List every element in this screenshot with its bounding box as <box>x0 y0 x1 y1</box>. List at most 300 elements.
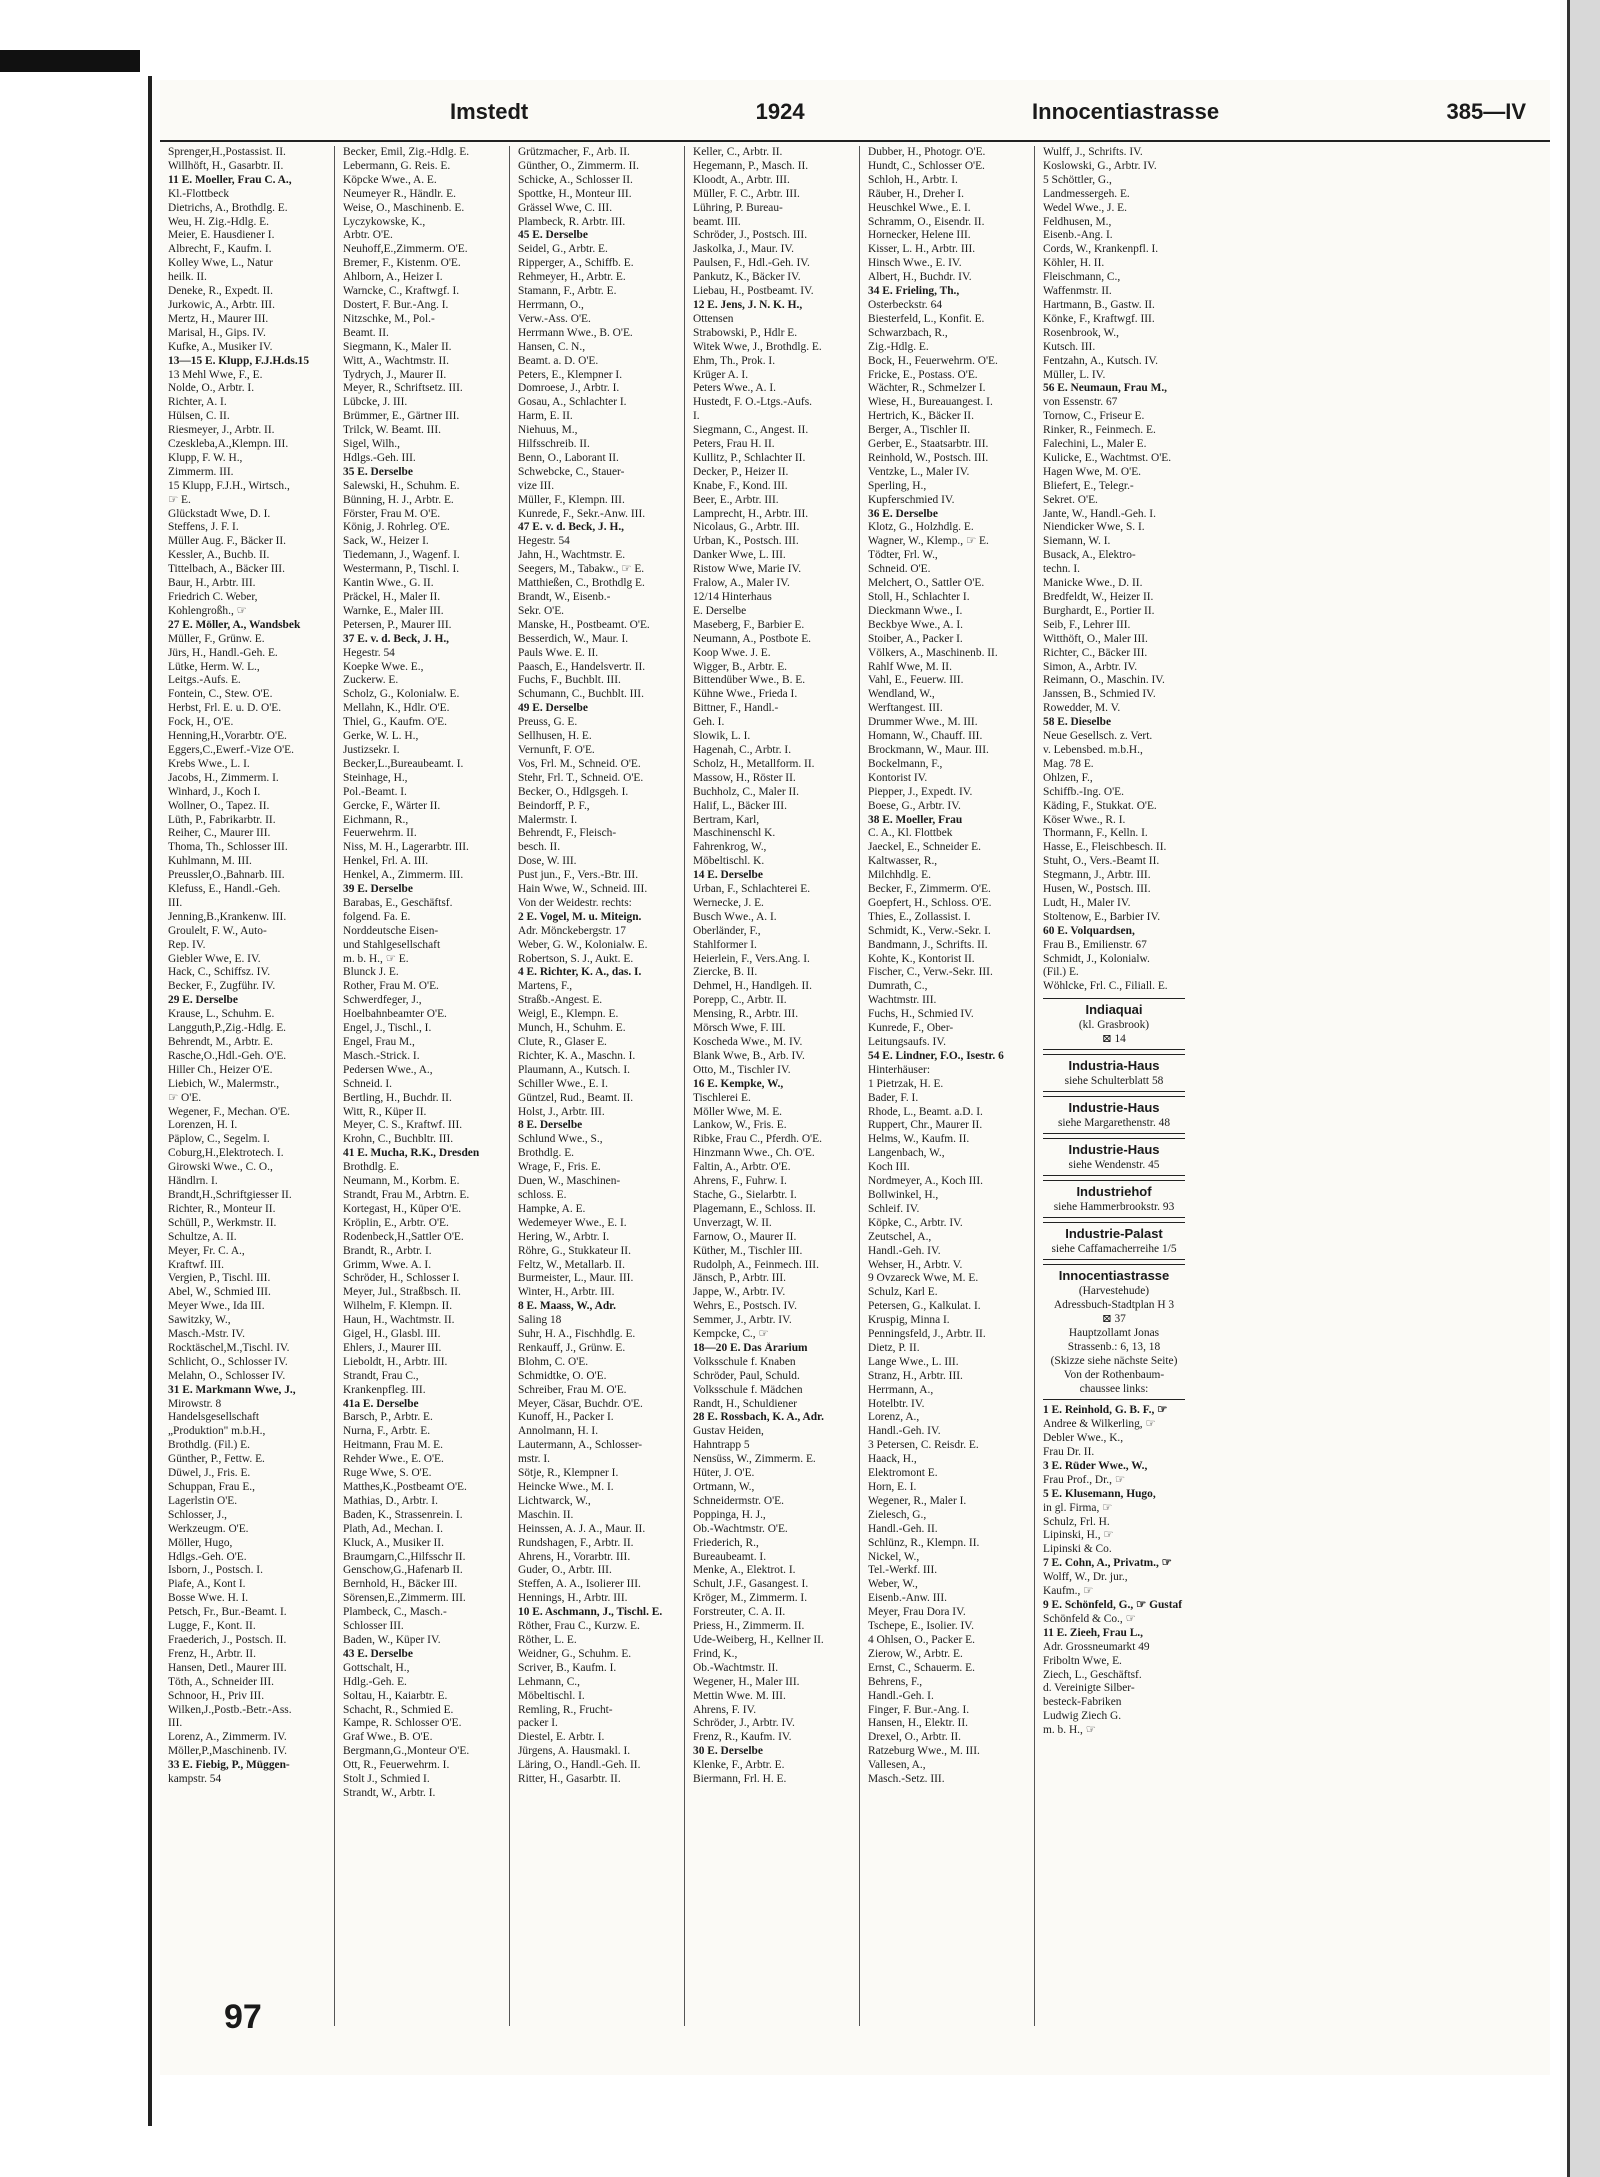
directory-entry: Guder, O., Arbtr. III. <box>518 1564 612 1577</box>
directory-entry: 2 E. Vogel, M. u. Miteign. <box>518 910 642 923</box>
directory-entry: 9 E. Schönfeld, G., ☞ Gustaf <box>1043 1598 1183 1611</box>
directory-entry: Wrage, F., Fris. E. <box>518 1161 601 1174</box>
directory-entry: Blunck J. E. <box>343 966 399 979</box>
directory-entry: Ventzke, L., Maler IV. <box>868 465 970 478</box>
directory-entry: Heinssen, A. J. A., Maur. II. <box>518 1522 646 1535</box>
directory-entry: Rehder Wwe., E. O'E. <box>343 1453 444 1466</box>
directory-entry: Eisenb.-Ang. I. <box>1043 229 1113 242</box>
directory-entry: Neumann, M., Korbm. E. <box>343 1175 460 1188</box>
directory-entry: Wachtmstr. III. <box>868 994 937 1007</box>
directory-entry: Sawitzky, W., <box>168 1314 231 1327</box>
directory-entry: Ristow Wwe, Marie IV. <box>693 563 802 576</box>
directory-entry: Weu, H. Zig.-Hdlg. E. <box>168 215 269 228</box>
street-reference-title: Industrie-Haus <box>1068 1100 1160 1116</box>
directory-entry: Meyer, Jul., Straßbsch. II. <box>343 1286 461 1299</box>
directory-entry: 28 E. Rossbach, K. A., Adr. <box>693 1411 824 1424</box>
directory-entry: Feuerwehrm. II. <box>343 827 417 840</box>
directory-entry: Bergmann,G.,Monteur O'E. <box>343 1745 470 1758</box>
directory-entry: Priess, H., Zimmerm. II. <box>693 1620 805 1633</box>
directory-entry: Koscheda Wwe., M. IV. <box>693 1036 803 1048</box>
directory-entry: 12/14 Hinterhaus <box>693 591 772 603</box>
directory-entry: Ratzeburg Wwe., M. III. <box>868 1745 980 1758</box>
directory-entry: Siemann, W. I. <box>1043 535 1111 548</box>
street-reference-line: siehe Hammerbrookstr. 93 <box>1053 1201 1175 1214</box>
directory-entry: Mirowstr. 8 <box>168 1397 222 1410</box>
directory-entry: 9 Ovzareck Wwe, M. E. <box>868 1272 979 1285</box>
directory-entry: Fuchs, H., Schmied IV. <box>868 1008 974 1021</box>
innocentia-info-line: (Skizze siehe nächste Seite) <box>1050 1355 1178 1368</box>
directory-entry: Schulz, Karl E. <box>868 1286 938 1299</box>
directory-entry: Werkzeugm. O'E. <box>168 1522 249 1535</box>
directory-entry: Kantin Wwe., G. II. <box>343 577 434 590</box>
directory-entry: Rosenbrook, W., <box>1043 326 1119 339</box>
directory-entry: Nensüss, W., Zimmerm. E. <box>693 1453 816 1466</box>
directory-entry: Fischer, C., Verw.-Sekr. III. <box>868 966 993 979</box>
directory-entry: Seegers, M., Tabakw., ☞ E. <box>518 563 645 576</box>
directory-entry: 14 E. Derselbe <box>693 869 763 882</box>
directory-entry: Werftangest. III. <box>868 702 943 715</box>
directory-entry: Slowik, L. I. <box>693 730 751 743</box>
directory-entry: Richter, A. I. <box>168 396 227 409</box>
directory-entry: Koch III. <box>868 1161 910 1174</box>
directory-entry: III. <box>168 1717 183 1730</box>
directory-entry: Trilck, W. Beamt. III. <box>343 424 441 437</box>
directory-entry: Fahrenkrog, W., <box>693 841 767 854</box>
directory-entry: Kraftwf. III. <box>168 1258 224 1271</box>
directory-entry: Henkel, Frl. A. III. <box>343 855 429 868</box>
directory-entry: Lautermann, A., Schlosser- <box>518 1439 643 1452</box>
directory-entry: Ripperger, A., Schiffb. E. <box>518 257 634 270</box>
directory-entry: Eggers,C.,Ewerf.-Vize O'E. <box>168 743 294 756</box>
directory-entry: Zielesch, G., <box>868 1508 927 1521</box>
directory-entry: Ottensen <box>693 312 734 325</box>
directory-entry: Berger, A., Tischler II. <box>868 424 971 437</box>
header-first-name: Imstedt <box>450 99 529 124</box>
directory-entry: Meyer, C. S., Kraftwf. III. <box>343 1119 463 1132</box>
directory-entry: Liebau, H., Postbeamt. IV. <box>693 285 814 298</box>
directory-entry: Nitzschke, M., Pol.- <box>343 312 435 325</box>
directory-entry: besteck-Fabriken <box>1043 1696 1122 1709</box>
directory-entry: Meyer, Fr. C. A., <box>168 1244 245 1257</box>
directory-entry: Poppinga, H. J., <box>693 1508 766 1521</box>
directory-entry: Dose, W. III. <box>518 855 577 868</box>
directory-entry: Möller Wwe, M. E. <box>693 1105 783 1118</box>
directory-entry: Jacobs, H., Zimmerm. I. <box>168 771 279 784</box>
directory-entry: Ziercke, B. II. <box>693 966 758 979</box>
directory-entry: Malermstr. I. <box>518 813 578 826</box>
directory-entry: Reimann, O., Maschin. IV. <box>1043 674 1165 687</box>
directory-entry: Rehmeyer, H., Arbtr. E. <box>518 271 626 284</box>
directory-entry: Töth, A., Schneider III. <box>168 1675 274 1688</box>
directory-entry: Koepke Wwe. E., <box>343 660 424 673</box>
directory-entry: Biesterfeld, L., Konfit. E. <box>868 312 985 325</box>
directory-entry: Ob.-Wachtmstr. II. <box>693 1661 779 1674</box>
directory-entry: Biermann, Frl. H. E. <box>693 1773 787 1786</box>
directory-entry: Handl.-Geh. I. <box>868 1689 934 1702</box>
directory-entry: Dumrath, C., <box>868 980 928 993</box>
directory-entry: Arbtr. O'E. <box>343 229 393 242</box>
directory-entry: Saling 18 <box>518 1314 562 1327</box>
directory-entry: Köser Wwe., R. I. <box>1043 813 1126 826</box>
column-6-entries <box>1043 146 1185 994</box>
directory-entry: Ahrens, F., Fuhrw. I. <box>693 1175 787 1188</box>
directory-entry: Halif, L., Bäcker III. <box>693 799 787 812</box>
directory-entry: Schult, J.F., Gasangest. I. <box>693 1578 809 1591</box>
directory-entry: Herrmann Wwe., B. O'E. <box>518 326 633 339</box>
directory-entry: m. b. H., ☞ E. <box>343 952 409 965</box>
directory-entry: Stache, G., Sielarbtr. I. <box>693 1188 797 1201</box>
directory-entry: 16 E. Kempke, W., <box>693 1077 784 1090</box>
directory-entry: Fralow, A., Maler IV. <box>693 577 790 590</box>
directory-columns <box>160 146 1550 2026</box>
directory-entry: Piepper, J., Expedt. IV. <box>868 785 973 798</box>
directory-entry: Bandmann, J., Schrifts. II. <box>868 938 988 951</box>
directory-entry: Tischlerei E. <box>693 1091 751 1104</box>
directory-entry: Ude-Weiberg, H., Kellner II. <box>693 1633 824 1646</box>
directory-entry: Strandt, W., Arbtr. I. <box>343 1786 436 1799</box>
directory-entry: Besserdich, W., Maur. I. <box>518 632 629 645</box>
directory-entry: Pedersen Wwe., A., <box>343 1063 433 1076</box>
directory-entry: Wendland, W., <box>868 688 935 701</box>
street-reference-title: Industria-Haus <box>1068 1058 1160 1074</box>
street-reference-title: Industrie-Palast <box>1065 1226 1163 1242</box>
directory-entry: Robertson, S. J., Aukt. E. <box>518 952 634 965</box>
directory-entry: Friederich, R., <box>693 1536 759 1549</box>
directory-entry: Haack, H., <box>868 1453 917 1466</box>
directory-entry: Petersen, G., Kalkulat. I. <box>868 1300 981 1313</box>
directory-entry: Gustav Heiden, <box>693 1425 764 1438</box>
directory-entry: Westermann, P., Tischl. I. <box>343 563 460 576</box>
directory-entry: Jante, W., Handl.-Geh. I. <box>1043 507 1156 520</box>
directory-entry: Hdlg.-Geh. E. <box>343 1675 407 1688</box>
directory-entry: 33 E. Fiebig, P., Müggen- <box>168 1759 290 1772</box>
directory-entry: 5 E. Klusemann, Hugo, <box>1043 1487 1156 1500</box>
directory-entry: Gerber, E., Staatsarbtr. III. <box>868 438 989 451</box>
directory-entry: Wilhelm, F. Klempn. II. <box>343 1300 453 1313</box>
page-header <box>160 94 1550 130</box>
directory-entry: Dietrichs, A., Brothdlg. E. <box>168 201 288 214</box>
directory-entry: Oberländer, F., <box>693 924 761 937</box>
directory-entry: Jaskolka, J., Maur. IV. <box>693 243 795 256</box>
directory-entry: Hilfsschreib. II. <box>518 438 590 451</box>
directory-entry: Schicke, A., Schlosser II. <box>518 173 633 186</box>
directory-entry: Paulsen, F., Hdl.-Geh. IV. <box>693 257 810 270</box>
directory-entry: in gl. Firma, ☞ <box>1043 1501 1113 1514</box>
directory-entry: 3 Petersen, C. Reisdr. E. <box>868 1439 979 1452</box>
directory-entry: Burmeister, L., Maur. III. <box>518 1272 634 1285</box>
directory-entry: Scholz, H., Metallform. II. <box>693 757 815 770</box>
directory-entry: Jürs, H., Handl.-Geh. E. <box>168 646 278 659</box>
directory-entry: heilk. II. <box>168 271 207 284</box>
directory-entry: Becker, F., Zugführ. IV. <box>168 980 276 993</box>
directory-entry: Rother, Frau M. O'E. <box>343 980 439 993</box>
directory-entry: Lamprecht, H., Arbtr. III. <box>693 507 809 520</box>
directory-entry: Köpcke Wwe., A. E. <box>343 173 437 186</box>
directory-entry: Bünning, H. J., Arbtr. E. <box>343 493 454 506</box>
directory-entry: Thiel, G., Kaufm. O'E. <box>343 716 447 729</box>
directory-entry: Kröger, M., Zimmerm. I. <box>693 1592 808 1605</box>
directory-entry: Masch.-Strick. I. <box>343 1049 420 1062</box>
directory-entry: Steinhage, H., <box>343 771 408 784</box>
directory-entry: 45 E. Derselbe <box>518 229 588 242</box>
directory-entry: Schulz, Frl. H. <box>1043 1515 1110 1528</box>
innocentia-info-line: Von der Rothenbaum- <box>1063 1369 1165 1382</box>
directory-entry: Kunrede, F., Ober- <box>868 1022 954 1035</box>
directory-entry: Langenbach, W., <box>868 1147 945 1160</box>
directory-entry: Brandt, R., Arbtr. I. <box>343 1244 432 1257</box>
directory-entry: 1 Pietrzak, H. E. <box>868 1077 944 1090</box>
directory-entry: Bader, F. I. <box>868 1091 919 1104</box>
directory-entry: Rasche,O.,Hdl.-Geh. O'E. <box>168 1049 287 1062</box>
directory-entry: 11 E. Zieeh, Frau L., <box>1043 1626 1143 1639</box>
directory-entry: Ahrens, H., Vorarbtr. III. <box>518 1550 631 1563</box>
column-4 <box>685 146 860 2026</box>
directory-entry: Melchert, O., Sattler O'E. <box>868 577 985 590</box>
directory-entry: Willhöft, H., Gasarbtr. II. <box>168 159 284 172</box>
directory-entry: Petsch, Fr., Bur.-Beamt. I. <box>168 1606 287 1619</box>
directory-entry: Niss, M. H., Lagerarbtr. III. <box>343 841 469 854</box>
directory-entry: Schröder, J., Postsch. III. <box>693 229 808 242</box>
directory-entry: Annolmann, H. I. <box>518 1425 599 1438</box>
directory-entry: Tornow, C., Friseur E. <box>1043 410 1145 423</box>
directory-entry: Peters, Frau H. II. <box>693 438 775 451</box>
directory-entry: Braumgarn,C.,Hilfsschr II. <box>343 1550 466 1563</box>
directory-entry: Hiller Ch., Heizer O'E. <box>168 1063 273 1076</box>
directory-entry: Ludt, H., Maler IV. <box>1043 896 1131 909</box>
directory-entry: Lebermann, G. Reis. E. <box>343 159 451 172</box>
directory-entry: schloss. E. <box>518 1188 567 1201</box>
directory-entry: Becker, O., Hdlgsgeh. I. <box>518 785 629 798</box>
directory-entry: „Produktion" m.b.H., <box>168 1425 266 1438</box>
directory-entry: Wigger, B., Arbtr. E. <box>693 660 787 673</box>
directory-entry: 13 Mehl Wwe, F., E. <box>168 368 263 381</box>
directory-entry: packer I. <box>518 1717 558 1730</box>
directory-entry: Knabe, F., Kond. III. <box>693 479 788 492</box>
directory-entry: Wegener, R., Maler I. <box>868 1494 967 1507</box>
directory-entry: Müller, L. IV. <box>1043 368 1106 381</box>
directory-entry: Albrecht, F., Kaufm. I. <box>168 243 272 256</box>
directory-entry: Frind, K., <box>693 1647 738 1660</box>
directory-entry: Hornecker, Helene III. <box>868 229 971 242</box>
directory-entry: Leitungsaufs. IV. <box>868 1036 946 1048</box>
directory-entry: Haun, H., Wachtmstr. II. <box>343 1314 455 1327</box>
directory-entry: Meyer, R., Schriftsetz. III. <box>343 382 463 395</box>
directory-entry: mstr. I. <box>518 1453 550 1466</box>
directory-entry: Klefuss, E., Handl.-Geh. <box>168 883 281 896</box>
directory-entry: Scriver, B., Kaufm. I. <box>518 1661 617 1674</box>
directory-entry: Weidner, G., Schuhm. E. <box>518 1647 632 1660</box>
directory-entry: Lübcke, J. III. <box>343 396 408 409</box>
directory-entry: Vergien, P., Tischl. III. <box>168 1272 271 1285</box>
directory-entry: Liebich, W., Malermstr., <box>168 1077 280 1090</box>
directory-entry: Klenke, F., Arbtr. E. <box>693 1759 785 1772</box>
directory-entry: Hdlgs.-Geh. III. <box>343 451 416 464</box>
directory-entry: Abel, W., Schmied III. <box>168 1286 271 1299</box>
directory-entry: Manicke Wwe., D. II. <box>1043 577 1143 590</box>
directory-entry: Sigel, Wilh., <box>343 438 400 451</box>
directory-entry: Röther, Frau C., Kurzw. E. <box>518 1620 640 1633</box>
directory-entry: Sekret. O'E. <box>1043 493 1098 506</box>
directory-entry: Seib, F., Lehrer III. <box>1043 618 1131 631</box>
directory-entry: Klupp, F. W. H., <box>168 451 243 464</box>
directory-entry: Decker, P., Heizer II. <box>693 465 789 478</box>
directory-entry: Hahntrapp 5 <box>693 1439 750 1452</box>
header-year: 1924 <box>755 99 805 124</box>
directory-entry: Schultze, A. II. <box>168 1230 237 1243</box>
directory-entry: Lütke, Herm. W. L., <box>168 660 260 673</box>
directory-entry: Thies, E., Zollassist. I. <box>868 910 971 923</box>
directory-entry: Rundshagen, F., Arbtr. II. <box>518 1536 634 1549</box>
directory-entry: Möller,P.,Maschinenb. IV. <box>168 1745 287 1758</box>
directory-entry: Vernunft, F. O'E. <box>518 743 595 756</box>
directory-entry: Ehlers, J., Maurer III. <box>343 1341 442 1354</box>
directory-entry: Bollwinkel, H., <box>868 1188 939 1201</box>
directory-entry: Hoelbahnbeamter O'E. <box>343 1008 447 1021</box>
directory-entry: Kuhlmann, M. III. <box>168 855 252 868</box>
directory-entry: Plagemann, E., Schloss. II. <box>693 1202 816 1215</box>
directory-entry: Förster, Frau M. O'E. <box>343 507 441 520</box>
directory-entry: Debler Wwe., K., <box>1043 1432 1124 1445</box>
directory-entry: Fricke, E., Postass. O'E. <box>868 368 978 381</box>
directory-entry: Köpke, C., Arbtr. IV. <box>868 1216 963 1229</box>
directory-entry: Straßb.-Angest. E. <box>518 994 603 1007</box>
directory-entry: Schnoor, H., Priv III. <box>168 1689 265 1702</box>
directory-entry: Pol.-Beamt. I. <box>343 785 407 798</box>
directory-entry: Riesmeyer, J., Arbtr. II. <box>168 424 275 437</box>
directory-entry: Strabowski, P., Hdlr E. <box>693 326 798 339</box>
directory-entry: 35 E. Derselbe <box>343 465 413 478</box>
directory-entry: 13—15 E. Klupp, F.J.H.ds.15 <box>168 354 310 367</box>
directory-entry: Stoiber, A., Packer I. <box>868 632 963 645</box>
directory-entry: Fock, H., O'E. <box>168 716 234 729</box>
directory-entry: Adr. Mönckebergstr. 17 <box>518 924 626 937</box>
directory-entry: Geh. I. <box>693 716 725 729</box>
directory-entry: Zierow, W., Arbtr. E. <box>868 1647 963 1660</box>
directory-entry: Mettin Wwe. M. III. <box>693 1689 786 1702</box>
directory-entry: Volksschule f. Mädchen <box>693 1383 803 1396</box>
directory-entry: Käding, F., Stukkat. O'E. <box>1043 799 1157 812</box>
street-reference-box <box>1043 1138 1185 1176</box>
directory-entry: Rep. IV. <box>168 938 206 951</box>
directory-entry: Waffenmstr. II. <box>1043 285 1112 298</box>
directory-entry: Nolde, O., Arbtr. I. <box>168 382 255 395</box>
directory-entry: Reinhold, W., Postsch. III. <box>868 451 989 464</box>
directory-entry: Busack, A., Elektro- <box>1043 549 1136 562</box>
directory-entry: Engel, J., Tischl., I. <box>343 1022 432 1035</box>
directory-entry: Krüger A. I. <box>693 368 749 381</box>
directory-entry: Groulelt, F. W., Auto- <box>168 924 267 937</box>
directory-entry: Beer, E., Arbtr. III. <box>693 493 779 506</box>
directory-entry: Feldhusen, M., <box>1043 215 1112 228</box>
directory-entry: Eichmann, R., <box>343 813 409 826</box>
header-rule <box>160 140 1550 142</box>
directory-entry: Bertram, Karl, <box>693 813 760 826</box>
directory-entry: Stehr, Frl. T., Schneid. O'E. <box>518 771 644 784</box>
directory-entry: Kruspig, Minna I. <box>868 1314 950 1327</box>
directory-entry: 36 E. Derselbe <box>868 507 938 520</box>
directory-entry: Tödter, Frl. W., <box>868 549 938 562</box>
scan-edge-bar <box>0 50 140 72</box>
street-boxes <box>1043 998 1185 1260</box>
directory-entry: Behrens, F., <box>868 1675 923 1688</box>
directory-entry: Schmidt, J., Kolonialw. <box>1043 952 1150 965</box>
directory-entry: Urban, K., Postsch. III. <box>693 535 799 548</box>
directory-entry: Weber, W., <box>868 1578 918 1591</box>
directory-entry: Kufke, A., Musiker IV. <box>168 340 273 353</box>
directory-entry: Schumann, C., Buchblt. III. <box>518 688 644 701</box>
directory-entry: Handl.-Geh. IV. <box>868 1244 941 1257</box>
directory-entry: Lüth, P., Fabrikarbtr. II. <box>168 813 276 826</box>
directory-entry: Busch Wwe., A. I. <box>693 910 777 923</box>
directory-entry: Drummer Wwe., M. III. <box>868 716 978 729</box>
directory-entry: Schiffb.-Ing. O'E. <box>1043 785 1124 798</box>
directory-entry: Räuber, H., Dreher I. <box>868 187 965 200</box>
directory-entry: Kupferschmied IV. <box>868 493 955 506</box>
directory-entry: Farnow, O., Maurer II. <box>693 1230 797 1243</box>
directory-entry: Melahn, O., Schlosser IV. <box>168 1369 286 1382</box>
directory-entry: Masch.-Setz. III. <box>868 1773 945 1786</box>
directory-entry: 39 E. Derselbe <box>343 883 413 896</box>
innocentia-info-line: (Harvestehude) <box>1078 1285 1150 1298</box>
directory-entry: Lorenzen, H. I. <box>168 1119 238 1132</box>
directory-entry: Baur, H., Arbtr. III. <box>168 577 256 590</box>
directory-entry: Wernecke, J. E. <box>693 896 764 909</box>
directory-entry: Feltz, W., Metallarb. II. <box>518 1258 625 1271</box>
innocentia-info-line: chaussee links: <box>1079 1383 1149 1396</box>
directory-entry: Handl.-Geh. II. <box>868 1522 938 1535</box>
directory-entry: Frau Dr. II. <box>1043 1446 1095 1458</box>
directory-entry: Wolff, W., Dr. jur., <box>1043 1571 1128 1584</box>
directory-entry: Kortegast, H., Küper O'E. <box>343 1202 462 1215</box>
directory-entry: Frau Prof., Dr., ☞ <box>1043 1473 1126 1486</box>
directory-entry: Cords, W., Krankenpfl. I. <box>1043 243 1159 256</box>
street-reference-line: siehe Schulterblatt 58 <box>1064 1075 1164 1088</box>
directory-entry: Beamt. II. <box>343 326 389 339</box>
directory-entry: techn. I. <box>1043 563 1081 576</box>
directory-entry: Schröder, J., Arbtr. IV. <box>693 1717 795 1730</box>
directory-entry: Herrmann, A., <box>868 1383 934 1396</box>
directory-entry: Kaufm., ☞ <box>1043 1585 1094 1598</box>
page-frame-right <box>1567 0 1600 2177</box>
directory-entry: Mag. 78 E. <box>1043 757 1094 770</box>
directory-entry: Richter, K. A., Maschn. I. <box>518 1049 636 1062</box>
directory-entry: Eisenb.-Anw. III. <box>868 1592 947 1605</box>
directory-entry: Paasch, E., Handelsvertr. II. <box>518 660 646 673</box>
directory-entry: Wulff, J., Schrifts. IV. <box>1043 146 1143 158</box>
directory-entry: Möller, Hugo, <box>168 1536 233 1549</box>
directory-entry: Herrmann, O., <box>518 298 584 311</box>
directory-entry: Krankenpfleg. III. <box>343 1383 426 1396</box>
directory-entry: Glückstadt Wwe, D. I. <box>168 507 271 520</box>
directory-entry: Wilken,J.,Postb.-Betr.-Ass. <box>168 1703 292 1716</box>
directory-entry: Brandt, W., Eisenb.- <box>518 591 611 603</box>
directory-entry: Hertrich, K., Bäcker II. <box>868 410 974 423</box>
directory-entry: 12 E. Jens, J. N. K. H., <box>693 298 803 311</box>
directory-entry: Kullitz, P., Schlachter II. <box>693 451 806 464</box>
directory-entry: Jaeckel, E., Schneider E. <box>868 841 981 854</box>
directory-entry: Landmessergeh. E. <box>1043 187 1130 200</box>
directory-entry: Kulicke, E., Wachtmst. O'E. <box>1043 451 1172 464</box>
directory-entry: Menke, A., Elektrot. I. <box>693 1564 796 1577</box>
directory-entry: Hansen, H., Elektr. II. <box>868 1717 968 1730</box>
directory-entry: Läring, O., Handl.-Geh. II. <box>518 1759 641 1772</box>
directory-entry: Stegmann, J., Arbtr. III. <box>1043 869 1151 882</box>
directory-entry: 29 E. Derselbe <box>168 994 238 1007</box>
street-reference-line: ⊠ 14 <box>1102 1033 1126 1046</box>
directory-entry: Goepfert, H., Schloss. O'E. <box>868 896 992 909</box>
directory-entry: Engel, Frau M., <box>343 1036 415 1048</box>
directory-entry: Girowski Wwe., C. O., <box>168 1161 273 1174</box>
